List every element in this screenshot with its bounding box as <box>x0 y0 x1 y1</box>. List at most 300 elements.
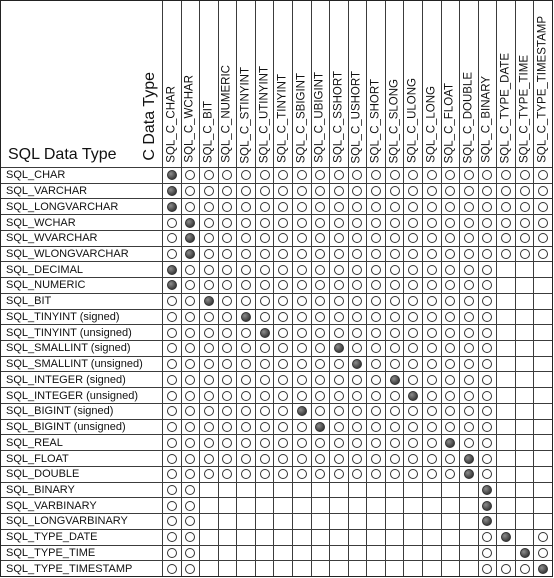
table-cell <box>330 404 348 419</box>
table-cell <box>163 404 181 419</box>
open-circle-icon <box>427 296 437 306</box>
open-circle-icon <box>538 170 548 180</box>
table-cell <box>442 325 460 340</box>
table-cell <box>497 483 515 498</box>
open-circle-icon <box>222 218 232 228</box>
open-circle-icon <box>204 202 214 212</box>
open-circle-icon <box>315 249 325 259</box>
table-cell <box>274 420 292 435</box>
table-cell <box>534 530 552 545</box>
table-cell <box>460 262 478 277</box>
column-header-sql-c-binary <box>479 1 497 167</box>
open-circle-icon <box>241 296 251 306</box>
table-cell <box>330 514 348 529</box>
table-cell <box>479 530 497 545</box>
table-cell <box>237 215 255 230</box>
table-cell <box>312 231 330 246</box>
table-cell <box>256 184 274 199</box>
table-cell <box>330 184 348 199</box>
table-cell <box>312 325 330 340</box>
open-circle-icon <box>482 375 492 385</box>
table-cell <box>386 514 404 529</box>
table-cell <box>442 561 460 576</box>
table-cell <box>182 561 200 576</box>
table-cell <box>479 546 497 561</box>
open-circle-icon <box>520 564 530 574</box>
open-circle-icon <box>520 170 530 180</box>
table-cell <box>163 467 181 482</box>
table-cell <box>497 404 515 419</box>
open-circle-icon <box>371 233 381 243</box>
table-cell <box>479 404 497 419</box>
open-circle-icon <box>445 454 455 464</box>
open-circle-icon <box>278 218 288 228</box>
table-cell <box>386 420 404 435</box>
table-cell <box>219 247 237 262</box>
open-circle-icon <box>297 328 307 338</box>
filled-circle-icon <box>260 328 270 338</box>
table-cell <box>330 278 348 293</box>
open-circle-icon <box>334 454 344 464</box>
table-cell <box>349 530 367 545</box>
open-circle-icon <box>482 438 492 448</box>
table-cell <box>256 483 274 498</box>
table-cell <box>442 467 460 482</box>
filled-circle-icon <box>315 422 325 432</box>
open-circle-icon <box>260 296 270 306</box>
open-circle-icon <box>538 186 548 196</box>
row-label-sql-wlongvarchar: SQL_WLONGVARCHAR <box>1 247 162 262</box>
table-cell <box>349 278 367 293</box>
open-circle-icon <box>371 218 381 228</box>
open-circle-icon <box>352 438 362 448</box>
column-header-sql-c-double <box>460 1 478 167</box>
table-cell <box>349 199 367 214</box>
table-cell <box>497 561 515 576</box>
table-cell <box>386 341 404 356</box>
table-cell <box>349 168 367 183</box>
open-circle-icon <box>371 343 381 353</box>
table-cell <box>386 546 404 561</box>
table-cell <box>534 231 552 246</box>
open-circle-icon <box>482 359 492 369</box>
table-cell <box>219 467 237 482</box>
column-header-sql-c-short <box>367 1 385 167</box>
table-cell <box>200 483 218 498</box>
open-circle-icon <box>260 233 270 243</box>
table-cell <box>404 420 422 435</box>
open-circle-icon <box>520 233 530 243</box>
open-circle-icon <box>464 296 474 306</box>
row-label-sql-longvarchar: SQL_LONGVARCHAR <box>1 199 162 214</box>
table-cell <box>163 357 181 372</box>
table-cell <box>404 357 422 372</box>
table-cell <box>330 294 348 309</box>
open-circle-icon <box>222 343 232 353</box>
table-cell <box>497 451 515 466</box>
table-cell <box>330 546 348 561</box>
open-circle-icon <box>482 548 492 558</box>
column-header-sql-c-numeric <box>219 1 237 167</box>
open-circle-icon <box>408 249 418 259</box>
table-cell <box>256 278 274 293</box>
table-cell <box>516 215 534 230</box>
column-header-label: SQL_C_WCHAR <box>183 75 196 163</box>
open-circle-icon <box>445 280 455 290</box>
table-cell <box>274 372 292 387</box>
open-circle-icon <box>427 249 437 259</box>
open-circle-icon <box>445 422 455 432</box>
table-cell <box>163 215 181 230</box>
open-circle-icon <box>352 265 362 275</box>
open-circle-icon <box>464 218 474 228</box>
open-circle-icon <box>278 359 288 369</box>
open-circle-icon <box>241 469 251 479</box>
open-circle-icon <box>297 359 307 369</box>
open-circle-icon <box>315 359 325 369</box>
table-cell <box>274 498 292 513</box>
table-cell <box>497 231 515 246</box>
table-cell <box>330 388 348 403</box>
open-circle-icon <box>260 218 270 228</box>
table-cell <box>497 546 515 561</box>
open-circle-icon <box>482 469 492 479</box>
table-cell <box>219 546 237 561</box>
table-cell <box>386 372 404 387</box>
table-cell <box>404 199 422 214</box>
table-cell <box>330 168 348 183</box>
table-cell <box>293 451 311 466</box>
table-cell <box>163 372 181 387</box>
open-circle-icon <box>185 265 195 275</box>
table-cell <box>349 483 367 498</box>
open-circle-icon <box>167 516 177 526</box>
table-cell <box>404 483 422 498</box>
table-cell <box>349 294 367 309</box>
table-cell <box>460 546 478 561</box>
column-header-label: SQL_C_LONG <box>425 86 438 163</box>
table-cell <box>460 561 478 576</box>
open-circle-icon <box>204 249 214 259</box>
open-circle-icon <box>334 280 344 290</box>
column-header-label: SQL_C_UTINYINT <box>258 65 271 163</box>
table-cell <box>460 215 478 230</box>
open-circle-icon <box>204 343 214 353</box>
open-circle-icon <box>352 280 362 290</box>
table-cell <box>163 168 181 183</box>
table-cell <box>516 310 534 325</box>
table-cell <box>534 514 552 529</box>
table-cell <box>237 546 255 561</box>
open-circle-icon <box>185 516 195 526</box>
table-cell <box>330 483 348 498</box>
table-cell <box>534 199 552 214</box>
table-cell <box>293 483 311 498</box>
open-circle-icon <box>427 454 437 464</box>
open-circle-icon <box>185 564 195 574</box>
table-cell <box>404 561 422 576</box>
open-circle-icon <box>371 296 381 306</box>
open-circle-icon <box>482 391 492 401</box>
column-header-sql-c-char <box>163 1 181 167</box>
table-cell <box>534 168 552 183</box>
column-header-sql-c-ushort <box>349 1 367 167</box>
table-cell <box>516 184 534 199</box>
open-circle-icon <box>538 548 548 558</box>
table-cell <box>423 435 441 450</box>
open-circle-icon <box>241 343 251 353</box>
table-cell <box>404 184 422 199</box>
table-cell <box>534 184 552 199</box>
table-cell <box>367 215 385 230</box>
open-circle-icon <box>334 312 344 322</box>
open-circle-icon <box>371 438 381 448</box>
open-circle-icon <box>390 265 400 275</box>
table-cell <box>293 199 311 214</box>
table-cell <box>516 546 534 561</box>
open-circle-icon <box>241 218 251 228</box>
table-cell <box>182 325 200 340</box>
open-circle-icon <box>464 170 474 180</box>
table-cell <box>312 294 330 309</box>
open-circle-icon <box>464 233 474 243</box>
open-circle-icon <box>427 312 437 322</box>
table-cell <box>256 530 274 545</box>
table-cell <box>386 278 404 293</box>
table-cell <box>423 451 441 466</box>
open-circle-icon <box>371 186 381 196</box>
table-cell <box>460 341 478 356</box>
open-circle-icon <box>390 359 400 369</box>
open-circle-icon <box>482 233 492 243</box>
open-circle-icon <box>315 469 325 479</box>
column-header-label: SQL_C_DOUBLE <box>462 71 475 163</box>
open-circle-icon <box>222 469 232 479</box>
open-circle-icon <box>297 438 307 448</box>
table-cell <box>274 451 292 466</box>
open-circle-icon <box>408 422 418 432</box>
table-cell <box>423 215 441 230</box>
open-circle-icon <box>278 391 288 401</box>
filled-circle-icon <box>167 265 177 275</box>
row-label-sql-wvarchar: SQL_WVARCHAR <box>1 231 162 246</box>
table-cell <box>200 168 218 183</box>
open-circle-icon <box>408 170 418 180</box>
table-cell <box>479 372 497 387</box>
table-cell <box>442 372 460 387</box>
open-circle-icon <box>167 469 177 479</box>
table-cell <box>237 199 255 214</box>
open-circle-icon <box>315 375 325 385</box>
table-cell <box>182 483 200 498</box>
open-circle-icon <box>260 469 270 479</box>
open-circle-icon <box>445 328 455 338</box>
filled-circle-icon <box>464 454 474 464</box>
open-circle-icon <box>167 296 177 306</box>
column-header-label: SQL_C_TYPE_DATE <box>499 52 512 163</box>
table-cell <box>274 325 292 340</box>
table-cell <box>256 168 274 183</box>
table-cell <box>312 404 330 419</box>
open-circle-icon <box>445 375 455 385</box>
table-cell <box>256 372 274 387</box>
table-cell <box>237 451 255 466</box>
table-cell <box>479 341 497 356</box>
table-cell <box>423 231 441 246</box>
table-cell <box>423 294 441 309</box>
open-circle-icon <box>297 422 307 432</box>
table-cell <box>256 546 274 561</box>
table-cell <box>219 498 237 513</box>
table-cell <box>237 404 255 419</box>
table-cell <box>349 404 367 419</box>
table-cell <box>274 404 292 419</box>
table-cell <box>312 262 330 277</box>
table-cell <box>460 498 478 513</box>
open-circle-icon <box>352 375 362 385</box>
table-cell <box>460 247 478 262</box>
table-cell <box>200 247 218 262</box>
table-cell <box>237 310 255 325</box>
open-circle-icon <box>390 391 400 401</box>
open-circle-icon <box>538 532 548 542</box>
table-cell <box>219 357 237 372</box>
table-cell <box>200 262 218 277</box>
table-cell <box>237 420 255 435</box>
open-circle-icon <box>167 391 177 401</box>
table-cell <box>237 262 255 277</box>
open-circle-icon <box>408 343 418 353</box>
open-circle-icon <box>167 312 177 322</box>
open-circle-icon <box>371 422 381 432</box>
open-circle-icon <box>371 359 381 369</box>
table-cell <box>442 310 460 325</box>
table-cell <box>479 184 497 199</box>
table-cell <box>293 514 311 529</box>
row-label-sql-longvarbinary: SQL_LONGVARBINARY <box>1 514 162 529</box>
table-cell <box>200 231 218 246</box>
column-header-sql-c-ubigint <box>312 1 330 167</box>
table-cell <box>274 467 292 482</box>
table-cell <box>274 184 292 199</box>
open-circle-icon <box>482 186 492 196</box>
open-circle-icon <box>390 454 400 464</box>
table-cell <box>182 215 200 230</box>
table-cell <box>312 530 330 545</box>
table-cell <box>163 388 181 403</box>
table-cell <box>460 184 478 199</box>
table-cell <box>274 168 292 183</box>
open-circle-icon <box>297 280 307 290</box>
open-circle-icon <box>315 312 325 322</box>
table-cell <box>367 388 385 403</box>
open-circle-icon <box>445 391 455 401</box>
row-label-sql-char: SQL_CHAR <box>1 168 162 183</box>
column-header-label: SQL_C_ULONG <box>406 77 419 163</box>
open-circle-icon <box>408 202 418 212</box>
table-cell <box>293 388 311 403</box>
open-circle-icon <box>185 343 195 353</box>
table-cell <box>442 294 460 309</box>
row-label-sql-integer-signed: SQL_INTEGER (signed) <box>1 372 162 387</box>
open-circle-icon <box>427 438 437 448</box>
open-circle-icon <box>297 265 307 275</box>
table-cell <box>182 247 200 262</box>
table-cell <box>312 247 330 262</box>
open-circle-icon <box>445 296 455 306</box>
open-circle-icon <box>352 328 362 338</box>
table-cell <box>442 530 460 545</box>
table-cell <box>330 247 348 262</box>
open-circle-icon <box>260 375 270 385</box>
table-cell <box>516 435 534 450</box>
table-cell <box>442 184 460 199</box>
table-cell <box>237 514 255 529</box>
column-header-sql-c-float <box>442 1 460 167</box>
open-circle-icon <box>482 280 492 290</box>
open-circle-icon <box>204 170 214 180</box>
table-cell <box>516 341 534 356</box>
table-cell <box>237 388 255 403</box>
table-cell <box>330 498 348 513</box>
open-circle-icon <box>352 469 362 479</box>
table-cell <box>404 404 422 419</box>
table-cell <box>182 435 200 450</box>
table-cell <box>534 404 552 419</box>
open-circle-icon <box>445 469 455 479</box>
open-circle-icon <box>482 454 492 464</box>
open-circle-icon <box>278 186 288 196</box>
open-circle-icon <box>260 280 270 290</box>
table-cell <box>163 278 181 293</box>
column-header-label: SQL_C_FLOAT <box>443 82 456 163</box>
row-label-sql-tinyint-unsigned: SQL_TINYINT (unsigned) <box>1 325 162 340</box>
open-circle-icon <box>427 202 437 212</box>
open-circle-icon <box>204 454 214 464</box>
open-circle-icon <box>520 218 530 228</box>
open-circle-icon <box>334 202 344 212</box>
filled-circle-icon <box>297 406 307 416</box>
table-cell <box>349 357 367 372</box>
open-circle-icon <box>482 406 492 416</box>
table-cell <box>293 231 311 246</box>
table-cell <box>293 168 311 183</box>
table-cell <box>219 420 237 435</box>
open-circle-icon <box>315 186 325 196</box>
filled-circle-icon <box>445 438 455 448</box>
open-circle-icon <box>167 564 177 574</box>
table-cell <box>163 451 181 466</box>
table-cell <box>460 530 478 545</box>
table-cell <box>163 483 181 498</box>
row-label-sql-binary: SQL_BINARY <box>1 483 162 498</box>
table-cell <box>219 404 237 419</box>
table-cell <box>256 294 274 309</box>
table-cell <box>367 199 385 214</box>
filled-circle-icon <box>482 516 492 526</box>
open-circle-icon <box>278 265 288 275</box>
open-circle-icon <box>427 359 437 369</box>
open-circle-icon <box>222 312 232 322</box>
table-cell <box>293 404 311 419</box>
table-cell <box>534 467 552 482</box>
table-cell <box>182 546 200 561</box>
open-circle-icon <box>315 406 325 416</box>
table-cell <box>219 262 237 277</box>
open-circle-icon <box>464 202 474 212</box>
table-cell <box>534 372 552 387</box>
column-header-sql-c-wchar <box>182 1 200 167</box>
